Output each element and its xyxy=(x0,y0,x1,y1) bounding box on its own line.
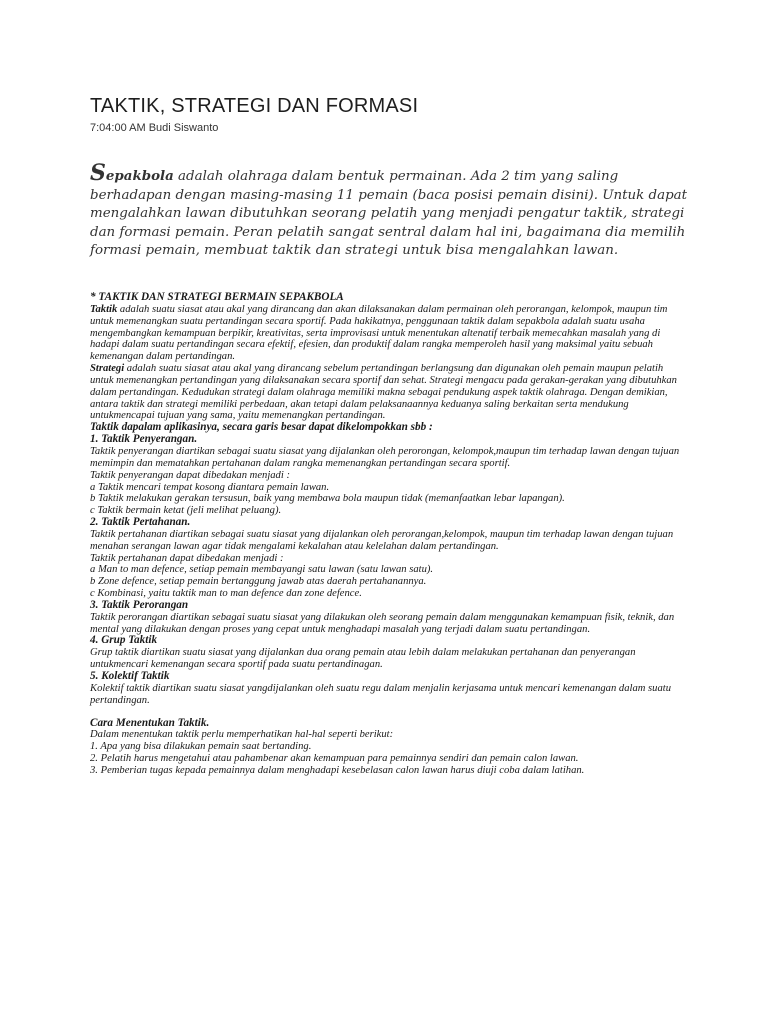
list-item: a Man to man defence, setiap pemain membayangi satu lawan (satu lawan satu). xyxy=(90,564,434,576)
heading-taktik-perorangan: 3. Taktik Perorangan xyxy=(90,598,189,611)
intro-text: adalah olahraga dalam bentuk permainan. Ada 2 tim yang saling berhadapan dengan masing-masing 11 pemain (baca posisi pemain disini). Untuk dapat mengalahkan lawan dibutuhkan seorang pelatih yang menjadi pengatur taktik, strategi dan formasi pemain. Peran pelatih sangat sentral dalam hal ini, bagaimana dia memilih formasi pemain, membuat taktik dan strategi untuk bisa mengalahkan lawan. xyxy=(90,169,688,259)
strategi-definition-text: adalah suatu siasat atau akal yang dirancang sebelum pertandingan berlangsung dan digunakan oleh pemain maupun pelatih untuk memenangkan pertandingan yang dilaksanakan secara sportif dan sehat. Strategi mengacu pada gerakan-gerakan yang dibutuhkan dalam pertandingan. Kedudukan strategi dalam olahraga memiliki makna sebagai pendukung aspek taktik olahraga. Dengan demikian, antara taktik dan strategi memiliki perbedaan, akan tetapi dalam pelaksanaannya keduanya saling berkaitan serta mendukung untukmencapai tujuan yang sama, yaitu memenangkan pertandingan. xyxy=(90,363,677,422)
intro-lead-rest: epakbola xyxy=(105,168,174,184)
list-item: 3. Pemberian tugas kepada pemainnya dalam menghadapi kesebelasan calon lawan harus diuji coba dalam latihan. xyxy=(90,764,585,776)
list-item: a Taktik mencari tempat kosong diantara pemain lawan. xyxy=(90,481,330,493)
paragraph-perorangan: Taktik perorangan diartikan sebagai suatu siasat yang dilakukan oleh seorang pemain dalam menggunakan kemampuan fisik, teknik, dan mental yang dilakukan dengan proses yang cepat untuk menghadapi masalah yang terjadi dalam suatu pertandingan. xyxy=(90,611,675,635)
list-item: 1. Apa yang bisa dilakukan pemain saat bertanding. xyxy=(90,741,312,753)
paragraph-penyerangan-intro: Taktik penyerangan dapat dibedakan menjadi : xyxy=(90,469,290,481)
list-item: 2. Pelatih harus mengetahui atau pahambenar akan kemampuan para pemainnya sendiri dan pemain calon lawan. xyxy=(90,753,579,765)
heading-taktik-pertahanan: 2. Taktik Pertahanan. xyxy=(90,516,191,529)
heading-taktik-penyerangan: 1. Taktik Penyerangan. xyxy=(90,433,198,446)
paragraph-kolektif-taktik: Kolektif taktik diartikan suatu siasat yangdijalankan oleh suatu regu dalam menjalin kerjasama untuk mencari kemenangan dalam suatu pertandingan. xyxy=(90,682,672,706)
intro-paragraph xyxy=(90,160,690,261)
section-heading: * TAKTIK DAN STRATEGI BERMAIN SEPAKBOLA xyxy=(90,291,344,303)
paragraph-pertahanan: Taktik pertahanan diartikan sebagai suatu siasat yang dijalankan oleh perorangan,kelompok, maupun tim terhadap lawan dengan tujuan menahan serangan lawan agar tidak mengalami kekalahan atau kelelahan dalam pertandingan. xyxy=(90,528,674,552)
strategi-definition xyxy=(90,363,680,422)
list-item: c Taktik bermain ketat (jeli melihat peluang). xyxy=(90,505,282,517)
paragraph-penyerangan: Taktik penyerangan diartikan sebagai suatu siasat yang dijalankan oleh perorongan, kelompok,maupun tim terhadap lawan dengan tujuan memimpin dan mematahkan pertahanan dalam rangka memenangkan pertandingan secara sportif. xyxy=(90,445,680,469)
heading-cara-menentukan: Cara Menentukan Taktik. xyxy=(90,716,210,729)
list-item: c Kombinasi, yaitu taktik man to man defence dan zone defence. xyxy=(90,588,362,600)
drop-cap: S xyxy=(90,160,106,186)
article-body xyxy=(90,292,680,777)
heading-grup-taktik: 4. Grup Taktik xyxy=(90,634,158,647)
paragraph-pertahanan-intro: Taktik pertahanan dapat dibedakan menjadi : xyxy=(90,552,284,564)
list-item: b Taktik melakukan gerakan tersusun, baik yang membawa bola maupun tidak (memanfaatkan lebar lapangan). xyxy=(90,493,565,505)
taktik-definition-text: adalah suatu siasat atau akal yang dirancang dan akan dilaksanakan dalam permainan oleh perorangan, kelompok, maupun tim untuk memenangkan suatu pertandingan secara sportif. Pada hakikatnya, penggunaan taktik dalam sepakbola adalah suatu usaha mengembangkan kemampuan berpikir, kreativitas, serta improvisasi untuk menentukan altenatif terbaik memecahkan masalah yang di hadapi dalam suatu pertandingan secara efektif, efesien, dan produktif dalam rangka memperoleh hasil yang maksimal yaitu sebuah kemenangan dalam pertandingan. xyxy=(90,303,668,363)
group-heading: Taktik dapalam aplikasinya, secara garis besar dapat dikelompokkan sbb : xyxy=(90,421,433,434)
post-meta: 7:04:00 AM Budi Siswanto xyxy=(90,122,219,134)
list-item: b Zone defence, setiap pemain bertanggung jawab atas daerah pertahanannya. xyxy=(90,576,427,588)
page-title: TAKTIK, STRATEGI DAN FORMASI xyxy=(90,95,419,117)
term-strategi: Strategi xyxy=(90,363,125,375)
term-taktik: Taktik xyxy=(90,303,118,315)
intro-lead-word xyxy=(90,160,174,186)
heading-kolektif-taktik: 5. Kolektif Taktik xyxy=(90,670,170,682)
spacer xyxy=(90,707,680,718)
paragraph-cara-intro: Dalam menentukan taktik perlu memperhatikan hal-hal seperti berikut: xyxy=(90,729,394,741)
paragraph-grup-taktik: Grup taktik diartikan suatu siasat yang dijalankan dua orang pemain atau lebih dalam melakukan pertahanan dan penyerangan untukmencari kemenangan secara sportif pada suatu pertandinagan. xyxy=(90,647,636,671)
taktik-definition xyxy=(90,304,680,363)
